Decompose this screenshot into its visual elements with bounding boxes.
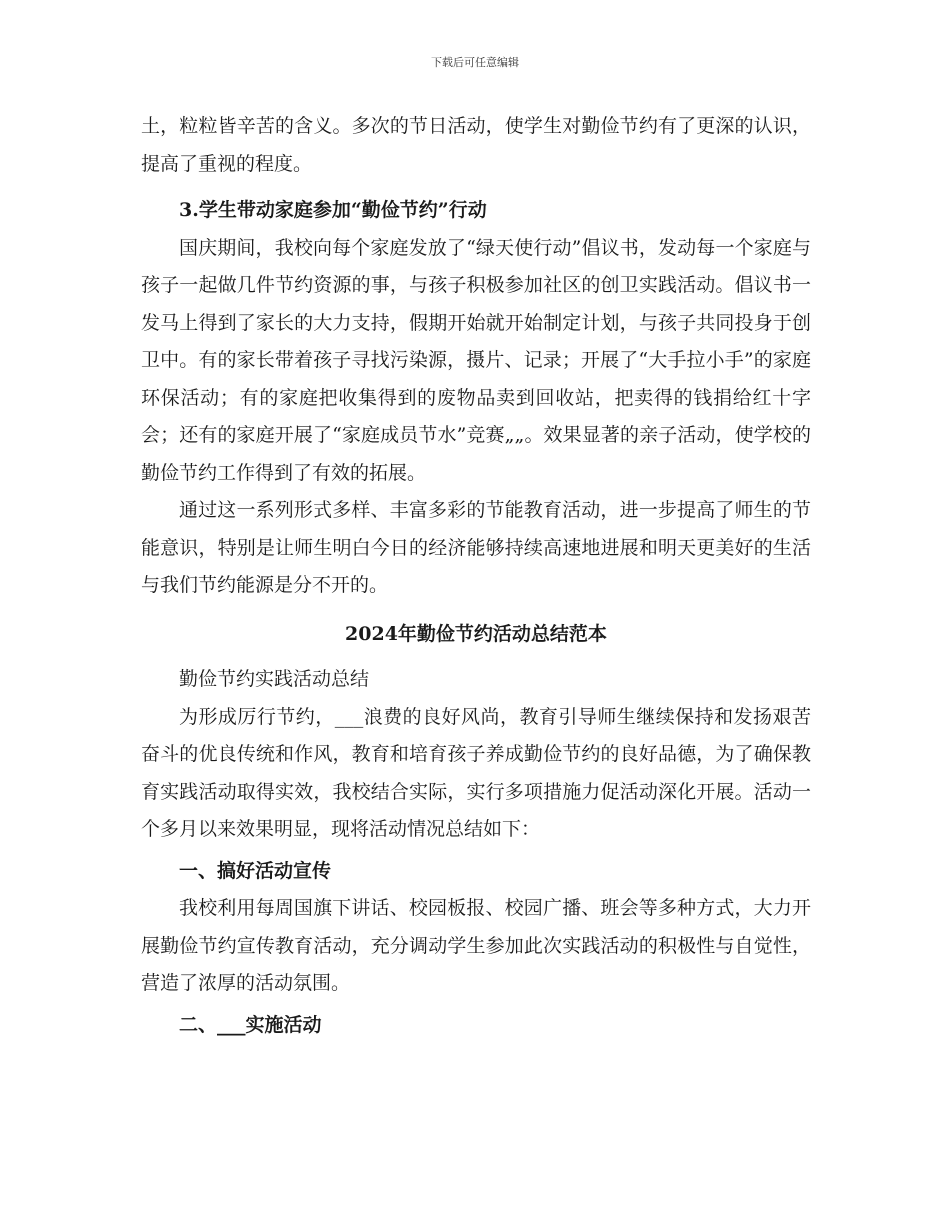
section-heading-one: 一、搞好活动宣传 [179, 859, 332, 882]
section-heading-two: 二、___实施活动 [179, 1013, 322, 1036]
paragraph-publicity: 我校利用每周国旗下讲话、校园板报、校园广播、班会等多种方式，大力开展勤俭节约宣传教育活动，充分调动学生参加此次实践活动的积极性与自觉性，营造了浓厚的活动氛围。 [141, 897, 811, 994]
document-body [141, 108, 811, 1044]
page-header: 下载后可任意编辑 [431, 56, 519, 69]
section-heading-3: 3.学生带动家庭参加“勤俭节约”行动 [179, 199, 487, 221]
paragraph-conclusion: 通过这一系列形式多样、丰富多彩的节能教育活动，进一步提高了师生的节能意识，特别是让师生明白今日的经济能够持续高速地进展和明天更美好的生活与我们节约能源是分不开的。 [141, 499, 811, 596]
paragraph-continuation: 土，粒粒皆辛苦的含义。多次的节日活动，使学生对勤俭节约有了更深的认识，提高了重视的程度。 [141, 115, 811, 175]
paragraph-intro: 为形成厉行节约，___浪费的良好风尚，教育引导师生继续保持和发扬艰苦奋斗的优良传统和作风，教育和培育孩子养成勤俭节约的良好品德，为了确保教育实践活动取得实效，我校结合实际，实行多项措施力促活动深化开展。活动一个多月以来效果明显，现将活动情况总结如下： [141, 705, 811, 840]
paragraph-family-action: 国庆期间，我校向每个家庭发放了“绿天使行动”倡议书，发动每一个家庭与孩子一起做几件节约资源的事，与孩子积极参加社区的创卫实践活动。倡议书一发马上得到了家长的大力支持，假期开始就开始制定计划，与孩子共同投身于创卫中。有的家长带着孩子寻找污染源，摄片、记录；开展了“大手拉小手”的家庭环保活动；有的家庭把收集得到的废物品卖到回收站，把卖得的钱捐给红十字会；还有的家庭开展了“家庭成员节水”竞赛„„。效果显著的亲子活动，使学校的勤俭节约工作得到了有效的拓展。 [141, 236, 811, 484]
document-subtitle: 勤俭节约实践活动总结 [179, 668, 370, 690]
document-title: 2024年勤俭节约活动总结范本 [345, 622, 607, 645]
